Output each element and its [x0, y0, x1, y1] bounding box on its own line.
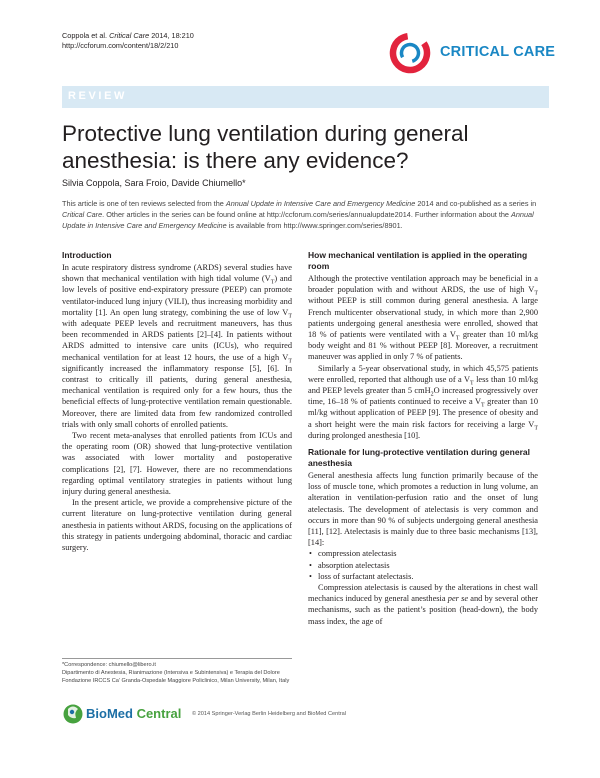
subscript: T: [288, 313, 292, 320]
text-run: Compression atelectasis is caused by the alterations in chest wall mechanics induced by general anesthesia: [308, 583, 538, 604]
correspondence-email[interactable]: *Correspondence: chiumello@libero.it: [62, 662, 156, 668]
text-run: ) and low levels of positive end-expiratory pressure (PEEP) can promote ventilator-induced lung injury (VILI), thus increasing morbidity and mortality [1]. An open lung strategy, combining the use of low V: [62, 274, 292, 317]
atelectasis-mechanism-list: [308, 548, 538, 582]
subscript: T: [534, 425, 538, 432]
text-run: less than 10 ml/kg and PEEP levels greater than 5 cmH: [308, 374, 538, 396]
section1-paragraph-1: [308, 273, 538, 363]
list-item: • absorption atelectasis: [308, 560, 538, 571]
citation-journal: Critical Care: [109, 31, 150, 40]
series-note-text: This article is one of ten reviews selected from the: [62, 199, 226, 208]
series-note-text: 2014 and co-published as a series in: [415, 199, 537, 208]
text-run: greater than 10 ml/kg without application of PEEP [9]. The presence of obesity and a short height were the main risk factors for receiving a large V: [308, 397, 538, 429]
list-item: • loss of surfactant atelectasis.: [308, 571, 538, 582]
subscript: T: [534, 290, 538, 297]
series-note-book: Annual Update in Intensive Care and Emergency Medicine: [225, 199, 416, 208]
left-column: [62, 250, 292, 553]
footnote-divider: [62, 658, 292, 659]
author-affiliation: Dipartimento di Anestesia, Rianimazione (Intensiva e Subintensiva) e Terapia del Dolore Fondazione IRCCS Ca’ Granda-Ospedale Maggiore Policlinico, Milan University, Milan, Italy: [62, 670, 290, 685]
copyright-notice: © 2014 Springer-Verlag Berlin Heidelberg and BioMed Central: [192, 711, 346, 717]
section-heading-rationale: Rationale for lung-protective ventilation during general anesthesia: [308, 447, 530, 469]
subscript: T: [270, 279, 275, 286]
series-note-journal: Critical Care: [62, 210, 103, 219]
publisher-name: BioMed: [86, 706, 133, 721]
subscript: 2: [430, 391, 434, 398]
text-run: greater than 10 ml/kg body weight and 81 % without PEEP [8]. Moreover, a recruitment maneuver was applied in only 7 % of patients.: [308, 330, 539, 362]
publisher-name-central: Central: [132, 706, 182, 721]
section1-paragraph-2: [308, 363, 538, 441]
citation-year-volume: 2014, 18:210: [151, 31, 194, 40]
text-run: O increased progressively over time, 16–18 % of patients continued to receive a V: [308, 386, 538, 407]
header-citation: [62, 31, 194, 51]
text-run: significantly increased the inflammatory response [5], [6]. In contrast to critically ill patients, during general anesthesia, mechanical ventilation is required only for a few hours, thus the beneficial effects of lung-protective ventilation remain questionable. Moreover, there are limited data from few randomized controlled trials with only small cohorts of enrolled patients.: [62, 363, 292, 429]
correspondence-footnote: [62, 661, 290, 686]
article-type-label: REVIEW: [68, 90, 127, 102]
biomed-central-wordmark: [86, 706, 181, 721]
list-item: • compression atelectasis: [308, 548, 538, 559]
text-run: during prolonged anesthesia [10].: [308, 430, 421, 440]
text-run: with adequate PEEP levels and recruitment maneuvers, has thus been recommended in ARDS patients [2]–[4]. In patients without ARDS admitted to intensive care units (ICUs), who required mechanical ventilation for at least 12 hours, the use of a high V: [62, 319, 292, 362]
subscript: T: [455, 335, 460, 342]
subscript: T: [288, 358, 292, 365]
critical-care-brand: CRITICAL CARE: [440, 44, 556, 60]
citation-authors: Coppola et al.: [62, 31, 108, 40]
subscript: T: [481, 402, 485, 409]
article-title: Protective lung ventilation during general anesthesia: is there any evidence?: [62, 121, 469, 173]
article-url[interactable]: http://ccforum.com/content/18/2/210: [62, 41, 179, 50]
introduction-heading: Introduction: [62, 250, 112, 260]
text-run: In acute respiratory distress syndrome (ARDS) several studies have shown that mechanical ventilation with high tidal volume (V: [62, 263, 292, 284]
text-run: and by several other mechanisms, such as the patient’s position (head-down), the body mass index, the age of: [308, 594, 538, 626]
citation-line: [62, 31, 194, 41]
section-heading-mechanical-ventilation: How mechanical ventilation is applied in the operating room: [308, 250, 528, 271]
author-list: Silvia Coppola, Sara Froio, Davide Chiumello*: [62, 178, 246, 188]
introduction-paragraph-2: Two recent meta-analyses that enrolled patients from ICUs and the operating room (OR) showed that lung-protective ventilation was associated with lower mortality and postoperative complications [2], [7]. However, there are no recommendations regarding optimal ventilatory strategies in patients without lung injury during general anesthesia.: [62, 431, 292, 497]
right-column: [308, 250, 538, 627]
section2-paragraph-1: General anesthesia affects lung function primarily because of the loss of muscle tone, which promotes a reduction in lung volume, an alteration in ventilation-perfusion ratio and the onset of lung atelectasis. The development of atelectasis is very common and occurs in more than 90 % of subjects undergoing general anesthesia [11], [12]. Atelectasis is mainly due to three basic mechanisms [13], [14]:: [308, 471, 538, 548]
introduction-paragraph-3: In the present article, we provide a comprehensive picture of the current literature on lung-protective ventilation during general anesthesia in patients without ARDS, focusing on the applications of this strategy in patients undergoing abdominal, thoracic and cardiac surgery.: [62, 498, 292, 553]
section2-paragraph-2: [308, 582, 538, 627]
series-note: [62, 198, 550, 231]
article-type-bar: [62, 86, 549, 108]
introduction-paragraph-1: [62, 262, 292, 430]
series-note-text: . Other articles in the series can be found online at http://ccforum.com/series/annualupdate2014. Further information about the: [102, 210, 511, 219]
text-run: Similarly a 5-year observational study, in which 45,575 patients were enrolled, reported that although use of a V: [308, 363, 538, 384]
text-run: without PEEP is still common during general anesthesia. A large French multicenter observational study, in which more than 2,900 patients undergoing general anesthesia were enrolled, showed that 18 % of patients were ventilated with a V: [308, 296, 538, 340]
series-note-book: Annual Update in Intensive Care and Emergency Medicine: [62, 210, 534, 230]
subscript: T: [470, 380, 474, 387]
text-run: Although the protective ventilation approach may be beneficial in a broader population with and without ARDS, the use of high V: [308, 274, 538, 295]
text-run-italic: per se: [447, 594, 469, 604]
series-note-text: is available from http://www.springer.com/series/8901.: [226, 221, 403, 230]
